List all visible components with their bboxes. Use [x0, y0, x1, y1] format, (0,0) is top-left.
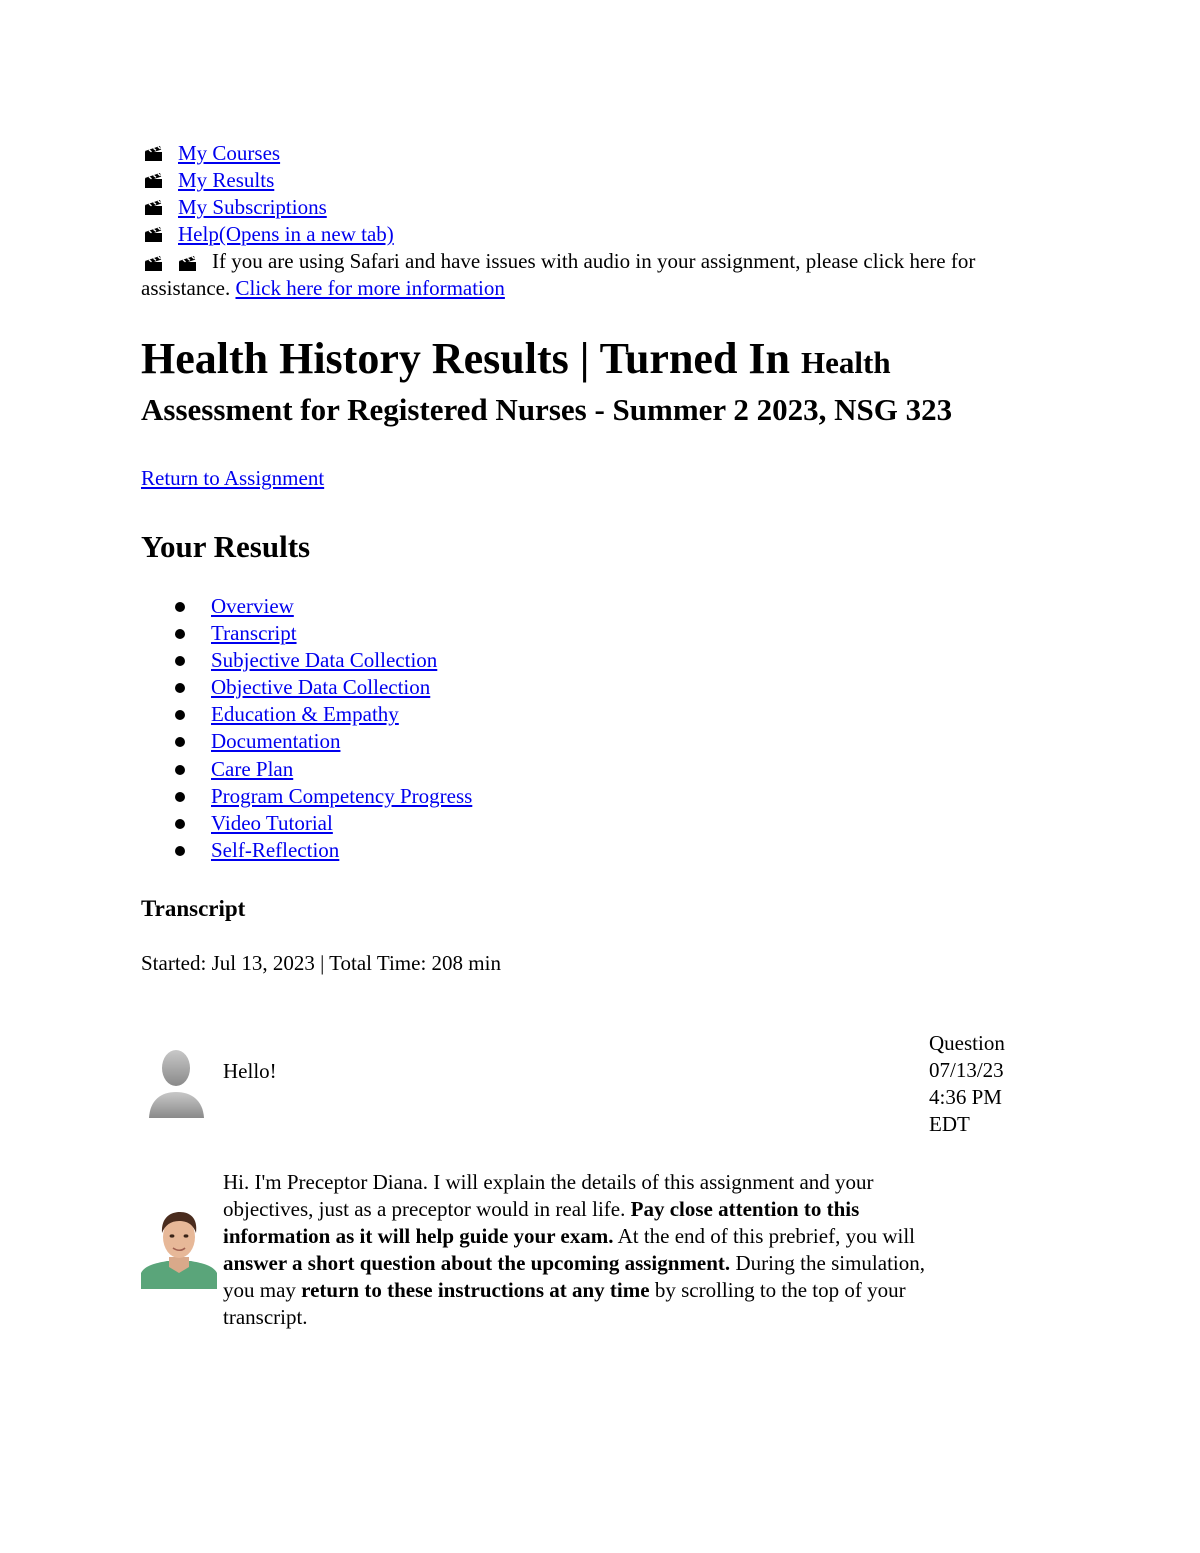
- self-reflection-link[interactable]: Self-Reflection: [211, 837, 340, 862]
- preceptor-avatar-icon: [141, 1207, 217, 1289]
- nav-item-my-subscriptions: [141, 194, 1041, 221]
- message-text-segment: At the end of this prebrief, you will: [617, 1224, 915, 1248]
- list-item: [211, 756, 1041, 783]
- list-item: [211, 647, 1041, 674]
- program-competency-progress-link[interactable]: Program Competency Progress: [211, 783, 473, 808]
- objective-data-collection-link[interactable]: Objective Data Collection: [211, 675, 431, 700]
- list-item: [211, 674, 1041, 701]
- list-item: [211, 701, 1041, 728]
- my-results-link[interactable]: My Results: [178, 168, 275, 192]
- user-message-text: Hello!: [223, 1059, 277, 1083]
- message-meta: [929, 1030, 1039, 1138]
- message-text-segment: During the simulation, you may: [223, 1251, 926, 1302]
- message-text-segment: by scrolling to the top of your transcript.: [223, 1278, 906, 1329]
- list-item: [211, 593, 1041, 620]
- list-item: [211, 810, 1041, 837]
- documentation-link[interactable]: Documentation: [211, 729, 341, 754]
- message-emphasis: Pay close attention to this information as it will help guide your exam.: [223, 1197, 860, 1248]
- nav-item-my-courses: [141, 140, 1041, 167]
- preceptor-message-text: [223, 1169, 933, 1331]
- video-tutorial-link[interactable]: Video Tutorial: [211, 810, 333, 835]
- list-item: [211, 728, 1041, 755]
- list-item: [211, 783, 1041, 810]
- clapperboard-icon: [144, 172, 164, 189]
- transcript-started-info: Started: Jul 13, 2023 | Total Time: 208 min: [141, 950, 501, 975]
- clapperboard-icon: [144, 199, 164, 216]
- message-type: Question: [929, 1031, 1005, 1055]
- safari-notice-text: If you are using Safari and have issues with audio in your assignment, please click here for assistance.: [141, 249, 976, 300]
- clapperboard-icon: [178, 255, 198, 272]
- page-content: [141, 140, 1041, 1329]
- list-item: [211, 837, 1041, 864]
- message-text-segment: Hi. I'm Preceptor Diana. I will explain the details of this assignment and your objectives, just as a preceptor would in real life.: [223, 1170, 874, 1221]
- overview-link[interactable]: Overview: [211, 594, 294, 618]
- more-information-link[interactable]: Click here for more information: [235, 276, 505, 300]
- nav-item-my-results: [141, 167, 1041, 194]
- results-section-list: [141, 593, 1041, 864]
- list-item: [211, 620, 1041, 647]
- nav-item-help: [141, 221, 1041, 248]
- message-date: 07/13/23: [929, 1058, 1004, 1082]
- my-courses-link[interactable]: My Courses: [178, 141, 281, 165]
- message-time: 4:36 PM: [929, 1085, 1002, 1109]
- transcript-heading: Transcript: [141, 895, 246, 921]
- your-results-heading: Your Results: [141, 529, 311, 564]
- page-title-text: Health History Results | Turned In: [141, 334, 791, 383]
- help-link[interactable]: Help(Opens in a new tab): [178, 222, 394, 246]
- clapperboard-icon: [144, 255, 164, 272]
- transcript-link[interactable]: Transcript: [211, 621, 297, 646]
- care-plan-link[interactable]: Care Plan: [211, 756, 294, 781]
- education-empathy-link[interactable]: Education & Empathy: [211, 702, 399, 727]
- my-subscriptions-link[interactable]: My Subscriptions: [178, 195, 327, 219]
- safari-notice: [141, 248, 1041, 302]
- clapperboard-icon: [144, 145, 164, 162]
- message-emphasis: return to these instructions at any time: [301, 1278, 650, 1302]
- top-navigation: [141, 140, 1041, 302]
- user-avatar-icon: [141, 1044, 211, 1118]
- return-to-assignment-link[interactable]: Return to Assignment: [141, 466, 325, 490]
- message-emphasis: answer a short question about the upcoming assignment.: [223, 1251, 731, 1275]
- course-name: Health Assessment for Registered Nurses - Summer 2 2023, NSG 323: [141, 345, 953, 427]
- clapperboard-icon: [144, 226, 164, 243]
- message-timezone: EDT: [929, 1112, 970, 1136]
- page-title: [141, 336, 1041, 430]
- subjective-data-collection-link[interactable]: Subjective Data Collection: [211, 648, 438, 673]
- transcript-message-user: [141, 1030, 1041, 1136]
